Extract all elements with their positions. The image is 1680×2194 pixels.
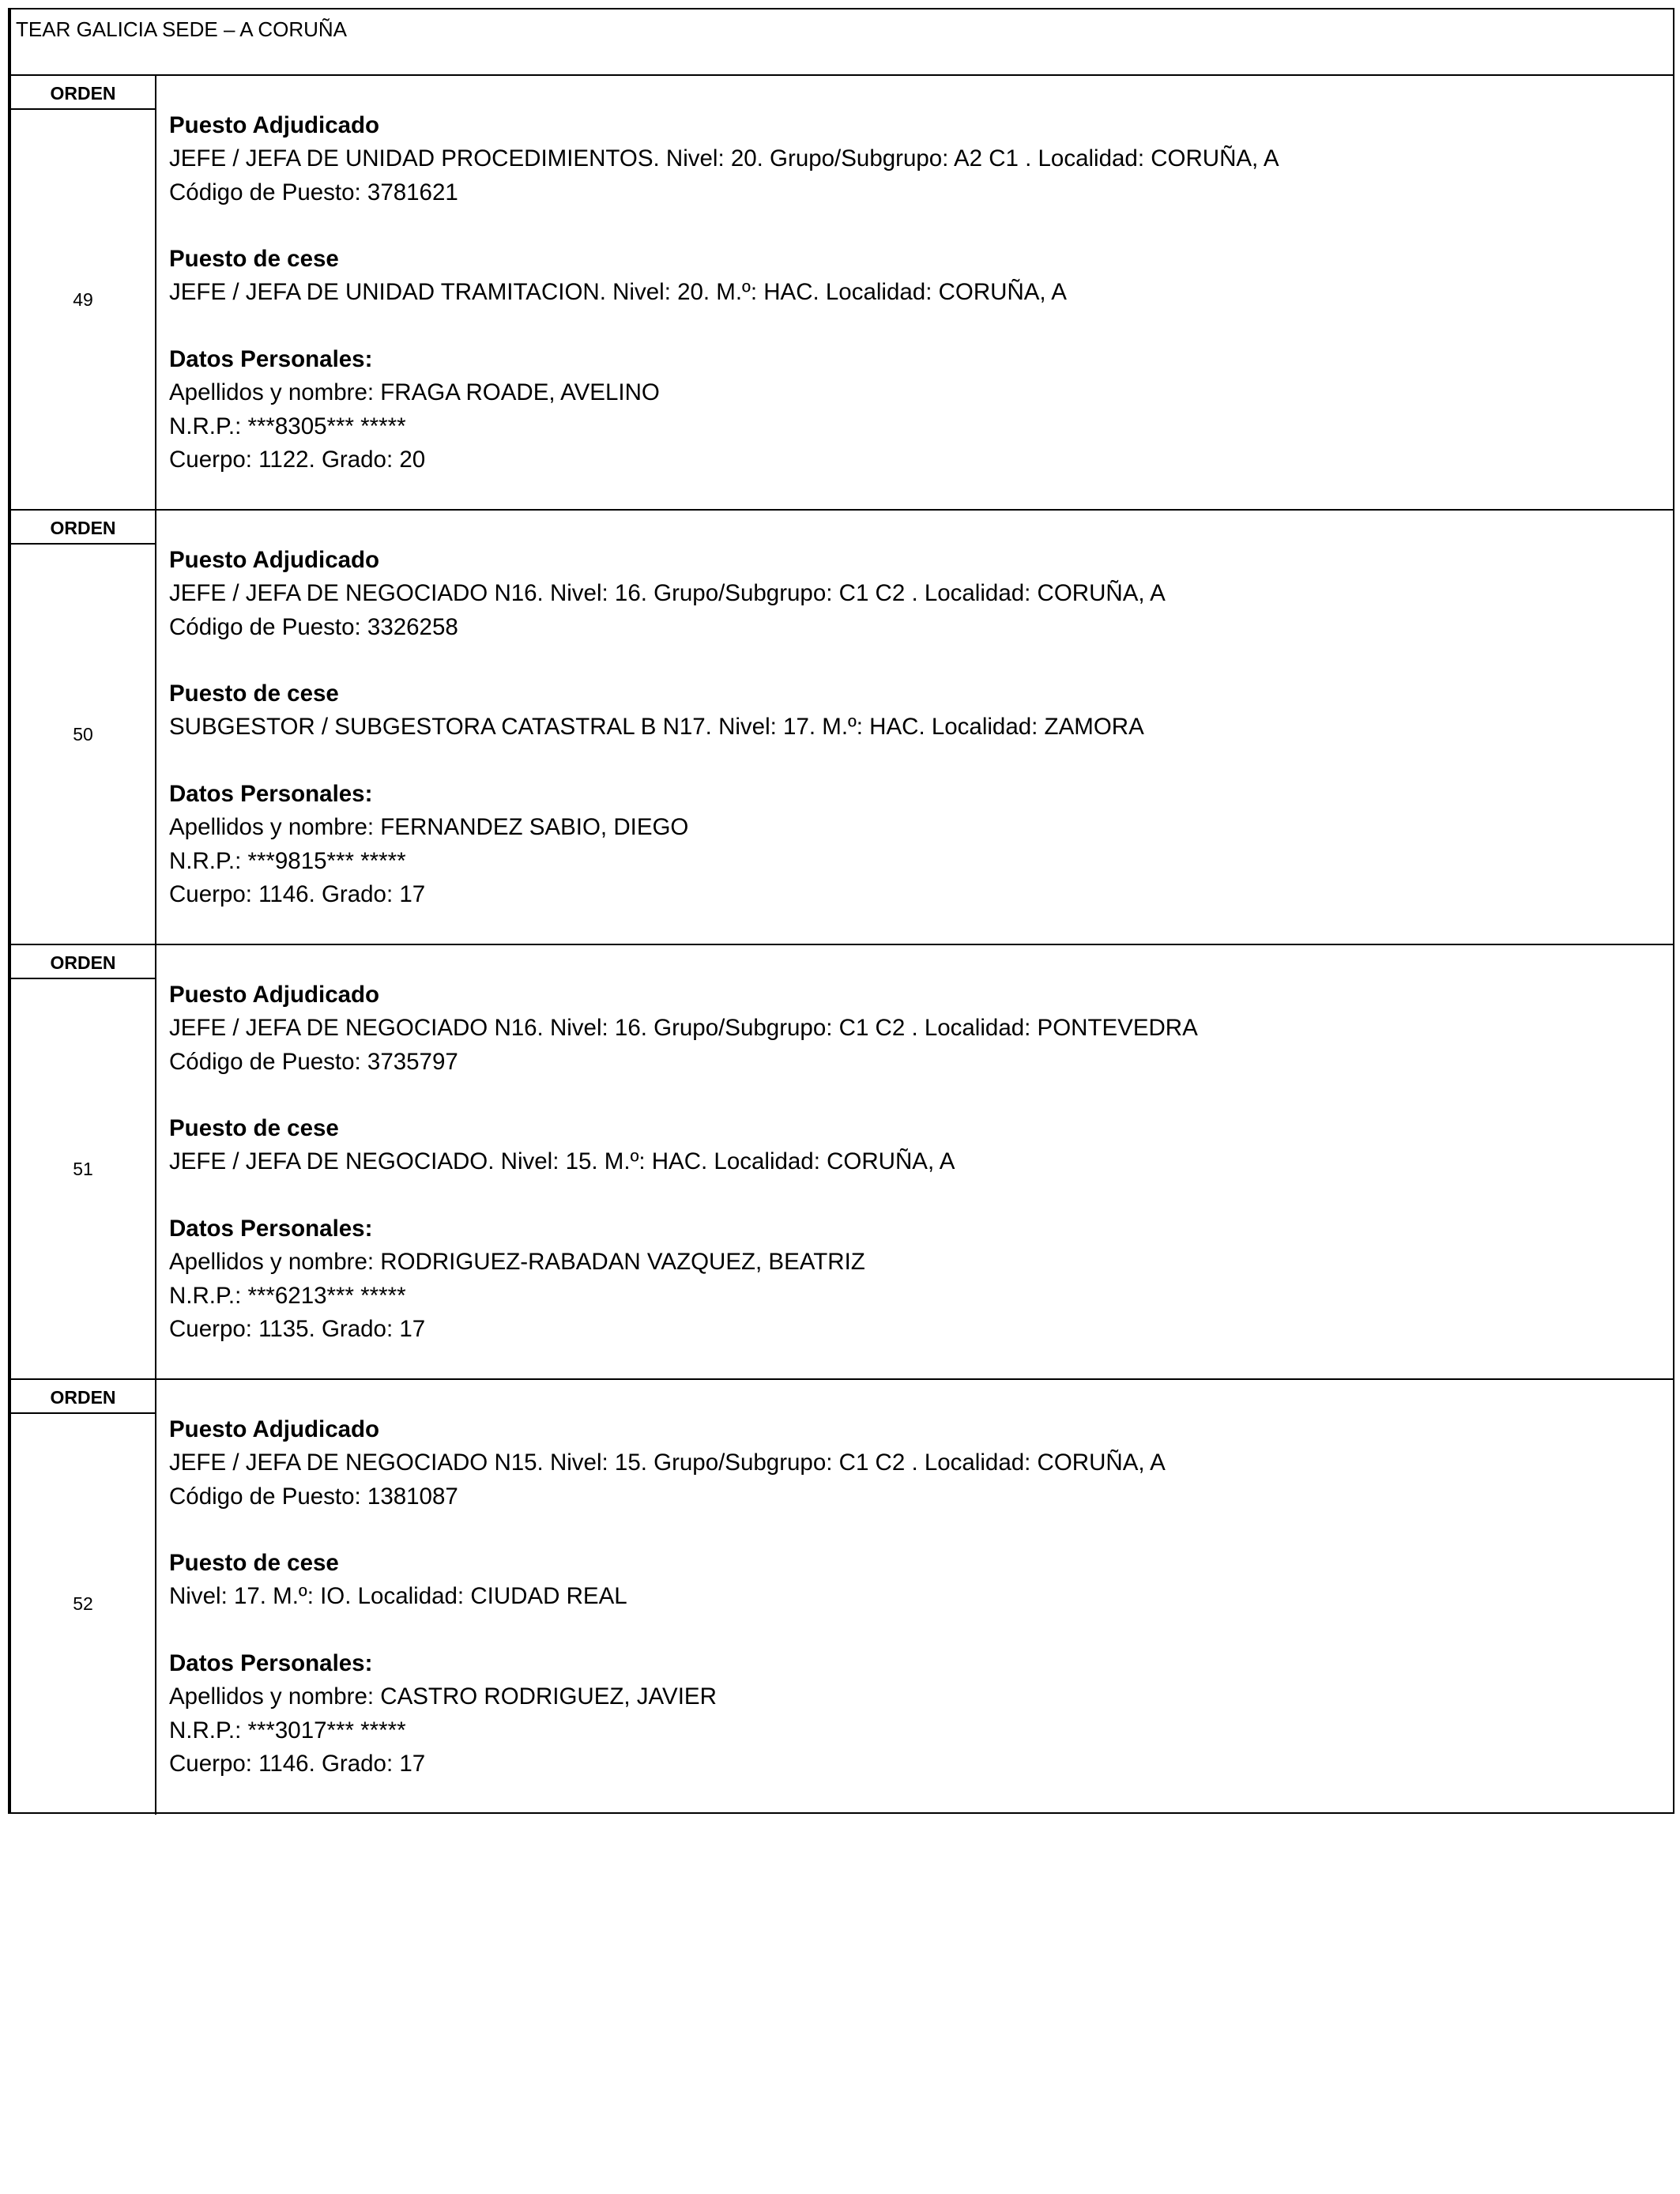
cese-position: JEFE / JEFA DE UNIDAD TRAMITACION. Nivel: 20. M.º: HAC. Localidad: CORUÑA, A	[169, 279, 1067, 306]
document-header	[11, 9, 1673, 76]
cuerpo-grado: Cuerpo: 1146. Grado: 17	[169, 1750, 426, 1777]
adjudicado-heading: Puesto Adjudicado	[169, 982, 380, 1008]
order-number: 52	[73, 1593, 93, 1614]
full-name: Apellidos y nombre: FRAGA ROADE, AVELINO	[169, 379, 660, 406]
cuerpo-grado: Cuerpo: 1146. Grado: 17	[169, 880, 426, 907]
entry-content	[169, 1413, 1166, 1781]
entry-content	[169, 978, 1198, 1346]
nrp: N.R.P.: ***9815*** *****	[169, 847, 406, 874]
document-title: TEAR GALICIA SEDE – A CORUÑA	[16, 17, 348, 41]
order-number: 51	[73, 1159, 93, 1179]
cese-heading: Puesto de cese	[169, 1550, 339, 1577]
personal-heading: Datos Personales:	[169, 346, 373, 373]
cese-position: Nivel: 17. M.º: IO. Localidad: CIUDAD REAL	[169, 1583, 627, 1610]
cuerpo-grado: Cuerpo: 1135. Grado: 17	[169, 1315, 426, 1342]
personal-heading: Datos Personales:	[169, 1650, 373, 1677]
position-code: Código de Puesto: 1381087	[169, 1483, 458, 1510]
cese-heading: Puesto de cese	[169, 680, 339, 707]
personal-heading: Datos Personales:	[169, 1216, 373, 1242]
cese-heading: Puesto de cese	[169, 1115, 339, 1142]
entry-row	[11, 945, 1673, 1380]
order-label: ORDEN	[11, 511, 155, 545]
order-column	[11, 1380, 156, 1815]
adjudicado-heading: Puesto Adjudicado	[169, 112, 380, 138]
order-number: 50	[73, 724, 93, 745]
order-label: ORDEN	[11, 1380, 155, 1414]
nrp: N.R.P.: ***6213*** *****	[169, 1282, 406, 1309]
entry-row	[11, 1380, 1673, 1815]
adjudicado-position: JEFE / JEFA DE NEGOCIADO N16. Nivel: 16. Grupo/Subgrupo: C1 C2 . Localidad: CORUÑA, A	[169, 580, 1166, 607]
cese-position: JEFE / JEFA DE NEGOCIADO. Nivel: 15. M.º: HAC. Localidad: CORUÑA, A	[169, 1148, 955, 1175]
full-name: Apellidos y nombre: FERNANDEZ SABIO, DIEGO	[169, 814, 689, 841]
order-label: ORDEN	[11, 76, 155, 110]
entry-row	[11, 511, 1673, 945]
order-column	[11, 511, 156, 944]
order-column	[11, 76, 156, 509]
entry-content	[169, 109, 1279, 477]
cese-heading: Puesto de cese	[169, 246, 339, 273]
entry-content	[169, 544, 1166, 911]
personal-heading: Datos Personales:	[169, 781, 373, 808]
order-column	[11, 945, 156, 1378]
entry-row	[11, 76, 1673, 511]
adjudicado-position: JEFE / JEFA DE UNIDAD PROCEDIMIENTOS. Nivel: 20. Grupo/Subgrupo: A2 C1 . Localidad: CORUÑA, A	[169, 145, 1279, 172]
adjudicado-heading: Puesto Adjudicado	[169, 1416, 380, 1442]
position-code: Código de Puesto: 3735797	[169, 1048, 458, 1075]
full-name: Apellidos y nombre: CASTRO RODRIGUEZ, JAVIER	[169, 1683, 717, 1710]
order-number: 49	[73, 289, 93, 310]
cuerpo-grado: Cuerpo: 1122. Grado: 20	[169, 446, 426, 473]
nrp: N.R.P.: ***3017*** *****	[169, 1717, 406, 1744]
full-name: Apellidos y nombre: RODRIGUEZ-RABADAN VAZQUEZ, BEATRIZ	[169, 1249, 865, 1276]
document-table	[8, 8, 1674, 1814]
nrp: N.R.P.: ***8305*** *****	[169, 413, 406, 439]
adjudicado-heading: Puesto Adjudicado	[169, 547, 380, 573]
position-code: Código de Puesto: 3781621	[169, 179, 458, 205]
adjudicado-position: JEFE / JEFA DE NEGOCIADO N15. Nivel: 15. Grupo/Subgrupo: C1 C2 . Localidad: CORUÑA, A	[169, 1449, 1166, 1476]
cese-position: SUBGESTOR / SUBGESTORA CATASTRAL B N17. Nivel: 17. M.º: HAC. Localidad: ZAMORA	[169, 714, 1144, 741]
position-code: Código de Puesto: 3326258	[169, 613, 458, 640]
order-label: ORDEN	[11, 945, 155, 979]
adjudicado-position: JEFE / JEFA DE NEGOCIADO N16. Nivel: 16. Grupo/Subgrupo: C1 C2 . Localidad: PONTEVEDRA	[169, 1015, 1198, 1042]
